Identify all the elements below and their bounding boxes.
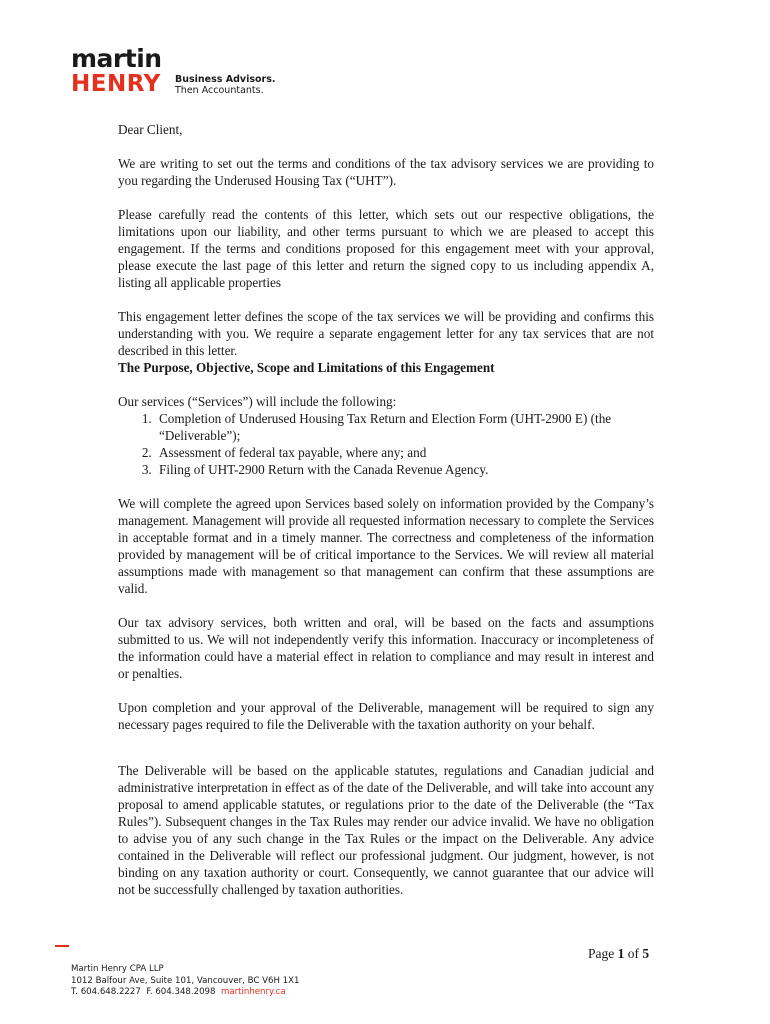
services-list-item: 2. Assessment of federal tax payable, where any; and xyxy=(155,444,654,461)
paragraph-intro: We are writing to set out the terms and conditions of the tax advisory services we are providing to you regarding the Underused Housing Tax (“UHT”). xyxy=(118,156,654,188)
footer-contact xyxy=(71,964,299,999)
salutation: Dear Client, xyxy=(118,122,183,137)
footer-accent-rule xyxy=(55,945,69,947)
page-number xyxy=(588,946,649,962)
footer-company: Martin Henry CPA LLP xyxy=(71,964,164,974)
logo-tagline-line1: Business Advisors. xyxy=(175,74,276,85)
section-heading: The Purpose, Objective, Scope and Limitations of this Engagement xyxy=(118,360,495,375)
letter-body xyxy=(118,121,654,898)
page-label: Page xyxy=(588,946,615,961)
page-current: 1 xyxy=(617,946,625,961)
paragraph-tax-rules: The Deliverable will be based on the applicable statutes, regulations and Canadian judicial and administrative interpretation in effect as of the date of the Deliverable, and will take into account any proposal to amend applicable statutes, or regulations prior to the date of the Deliverable (the “Tax Rules”). Subsequent changes in the Tax Rules may render our advice invalid. We have no obligation to advise you of any such change in the Tax Rules or the impact on the Deliverable. Any advice contained in the Deliverable will reflect our professional judgment. Our judgment, however, is not binding on any taxation authority or court. Consequently, we cannot guarantee that our advice will not be successfully challenged by taxation authorities. xyxy=(118,763,654,897)
footer-fax: F. 604.348.2098 xyxy=(146,987,216,997)
logo-tagline-line2: Then Accountants. xyxy=(175,85,264,96)
paragraph-management-info: We will complete the agreed upon Services based solely on information provided by the Company’s management. Management will provide all requested information necessary to complete the Services in acceptable format and in a timely manner. The correctness and completeness of the information provided by management will be of critical importance to the Services. We will review all material assumptions made with management so that management can confirm that these assumptions are valid. xyxy=(118,496,654,596)
company-logo xyxy=(71,44,276,97)
paragraph-advisory-basis: Our tax advisory services, both written and oral, will be based on the facts and assumptions submitted to us. We will not independently verify this information. Inaccuracy or incompleteness of the information could have a material effect in relation to compliance and may result in interest and or penalties. xyxy=(118,615,654,681)
services-intro: Our services (“Services”) will include the following: xyxy=(118,394,397,409)
services-list-item: 3. Filing of UHT-2900 Return with the Canada Revenue Agency. xyxy=(155,461,654,478)
logo-wordmark-henry: HENRY xyxy=(71,71,161,97)
page-total: 5 xyxy=(642,946,650,961)
footer-address: 1012 Balfour Ave, Suite 101, Vancouver, BC V6H 1X1 xyxy=(71,975,300,986)
page-of: of xyxy=(627,946,639,961)
paragraph-scope-definition: This engagement letter defines the scope of the tax services we will be providing and confirms this understanding with you. We require a separate engagement letter for any tax services that are not described in this letter. xyxy=(118,309,654,358)
services-list xyxy=(118,410,654,478)
services-list-item: 1. Completion of Underused Housing Tax Return and Election Form (UHT-2900 E) (the “Deliverable”); xyxy=(155,410,654,444)
footer-contact-line xyxy=(71,987,299,999)
footer-phone: T. 604.648.2227 xyxy=(71,987,141,997)
logo-tagline xyxy=(175,74,275,96)
logo-wordmark-martin: martin xyxy=(71,44,162,73)
paragraph-completion-approval: Upon completion and your approval of the Deliverable, management will be required to sign any necessary pages required to file the Deliverable with the taxation authority on your behalf. xyxy=(118,700,654,732)
paragraph-read-carefully: Please carefully read the contents of this letter, which sets out our respective obligations, the limitations upon our liability, and other terms pursuant to which we are pleased to accept this engagement. If the terms and conditions proposed for this engagement meet with your approval, please execute the last page of this letter and return the signed copy to us including appendix A, listing all applicable properties xyxy=(118,207,654,290)
footer-website-link[interactable]: martinhenry.ca xyxy=(220,987,286,997)
